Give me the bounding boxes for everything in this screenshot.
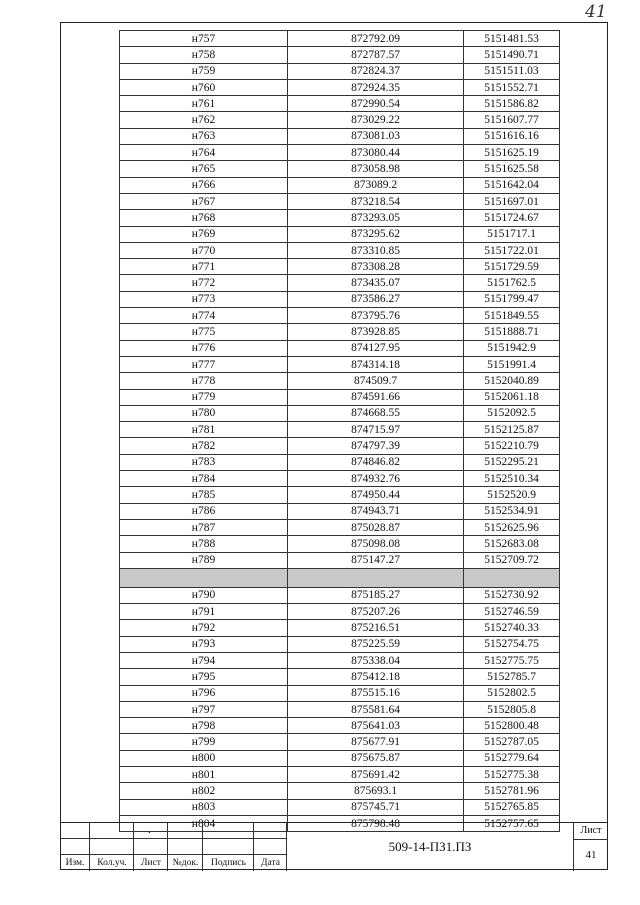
coord-x: 875028.87 (288, 519, 464, 535)
coord-y: 5152683.08 (464, 536, 560, 552)
table-row (120, 210, 560, 226)
table-row (120, 783, 560, 799)
label-kol-uch: Кол.уч. (97, 858, 127, 868)
table-row (120, 701, 560, 717)
coord-x: 875745.71 (288, 799, 464, 815)
title-block (60, 822, 608, 871)
coord-x: 873081.03 (288, 128, 464, 144)
coord-x: 872924.35 (288, 79, 464, 95)
table-row (120, 96, 560, 112)
table-row (120, 177, 560, 193)
coord-x: 873058.98 (288, 161, 464, 177)
point-name: н766 (120, 177, 288, 193)
point-name: н773 (120, 291, 288, 307)
coord-x: 874932.76 (288, 471, 464, 487)
point-name: н765 (120, 161, 288, 177)
coord-x: 873308.28 (288, 259, 464, 275)
point-name: н785 (120, 487, 288, 503)
coord-y: 5151642.04 (464, 177, 560, 193)
coordinates-table (119, 30, 560, 832)
coord-y: 5151490.71 (464, 47, 560, 63)
point-name: н760 (120, 79, 288, 95)
coord-x: 875185.27 (288, 587, 464, 603)
coord-y: 5152625.96 (464, 519, 560, 535)
table-row (120, 193, 560, 209)
point-name: н771 (120, 259, 288, 275)
coord-x: 872787.57 (288, 47, 464, 63)
coord-x: 875098.08 (288, 536, 464, 552)
table-row (120, 422, 560, 438)
coord-x: 874591.66 (288, 389, 464, 405)
coord-y: 5151849.55 (464, 308, 560, 324)
point-name: н776 (120, 340, 288, 356)
coord-x: 875581.64 (288, 701, 464, 717)
coord-y: 5152785.7 (464, 669, 560, 685)
coord-y: 5151762.5 (464, 275, 560, 291)
point-name: н791 (120, 604, 288, 620)
coord-x: 872990.54 (288, 96, 464, 112)
table-row (120, 275, 560, 291)
label-izm: Изм. (65, 858, 85, 868)
coord-x: 872824.37 (288, 63, 464, 79)
point-name: н770 (120, 242, 288, 258)
table-row (120, 373, 560, 389)
coord-x: 873218.54 (288, 193, 464, 209)
coord-x: 874509.7 (288, 373, 464, 389)
sheet-label: Лист (580, 825, 602, 836)
coord-y: 5152534.91 (464, 503, 560, 519)
table-row (120, 47, 560, 63)
point-name: н799 (120, 734, 288, 750)
point-name: н800 (120, 750, 288, 766)
coord-y: 5152800.48 (464, 718, 560, 734)
coord-y: 5152040.89 (464, 373, 560, 389)
point-name: н803 (120, 799, 288, 815)
point-name: н802 (120, 783, 288, 799)
table-row (120, 242, 560, 258)
table-row (120, 636, 560, 652)
coord-x: 875798.48 (288, 815, 464, 831)
label-signature: Подпись (211, 858, 246, 868)
table-row (120, 652, 560, 668)
table-row (120, 471, 560, 487)
table-row (120, 356, 560, 372)
coord-x: 874314.18 (288, 356, 464, 372)
coord-x: 874846.82 (288, 454, 464, 470)
point-name: н767 (120, 193, 288, 209)
coord-y: 5152802.5 (464, 685, 560, 701)
coord-y: 5151481.53 (464, 31, 560, 47)
coord-x: 875641.03 (288, 718, 464, 734)
coord-x: 873928.85 (288, 324, 464, 340)
table-row (120, 405, 560, 421)
point-name: н787 (120, 519, 288, 535)
coord-x: 873293.05 (288, 210, 464, 226)
coord-y: 5152746.59 (464, 604, 560, 620)
table-row (120, 308, 560, 324)
point-name: н786 (120, 503, 288, 519)
coord-y: 5152295.21 (464, 454, 560, 470)
point-name: н764 (120, 145, 288, 161)
point-name: н804 (120, 815, 288, 831)
coord-x: 873310.85 (288, 242, 464, 258)
coord-x: 875677.91 (288, 734, 464, 750)
coord-y: 5152805.8 (464, 701, 560, 717)
point-name: н775 (120, 324, 288, 340)
point-name: н788 (120, 536, 288, 552)
point-name: н761 (120, 96, 288, 112)
coord-y: 5151942.9 (464, 340, 560, 356)
coord-y: 5152754.75 (464, 636, 560, 652)
coord-y: 5151586.82 (464, 96, 560, 112)
table-row (120, 79, 560, 95)
table-row (120, 487, 560, 503)
coord-y: 5152730.92 (464, 587, 560, 603)
coord-x: 873295.62 (288, 226, 464, 242)
point-name: н772 (120, 275, 288, 291)
coord-x: 874668.55 (288, 405, 464, 421)
table-row (120, 259, 560, 275)
table-row (120, 799, 560, 815)
coord-x: 875675.87 (288, 750, 464, 766)
table-row (120, 161, 560, 177)
point-name: н763 (120, 128, 288, 144)
coord-y: 5151552.71 (464, 79, 560, 95)
table-row (120, 718, 560, 734)
point-name: н781 (120, 422, 288, 438)
point-name: н768 (120, 210, 288, 226)
coord-y: 5151625.19 (464, 145, 560, 161)
coord-x: 874127.95 (288, 340, 464, 356)
document-code: 509-14-ПЗ1.ПЗ (287, 823, 574, 871)
point-name: н779 (120, 389, 288, 405)
table-row (120, 454, 560, 470)
coord-y: 5151991.4 (464, 356, 560, 372)
point-name: н759 (120, 63, 288, 79)
point-name: н778 (120, 373, 288, 389)
sheet-number: 41 (585, 849, 597, 861)
coord-x: 872792.09 (288, 31, 464, 47)
coord-y: 5151717.1 (464, 226, 560, 242)
point-name: н793 (120, 636, 288, 652)
coord-y: 5151888.71 (464, 324, 560, 340)
coord-y: 5151722.01 (464, 242, 560, 258)
coord-x: 875412.18 (288, 669, 464, 685)
point-name: н783 (120, 454, 288, 470)
coord-x: 875147.27 (288, 552, 464, 568)
coord-x: 875693.1 (288, 783, 464, 799)
table-row (120, 620, 560, 636)
coord-y: 5152709.72 (464, 552, 560, 568)
coord-x: 873089.2 (288, 177, 464, 193)
table-row (120, 734, 560, 750)
point-name: н782 (120, 438, 288, 454)
table-row (120, 63, 560, 79)
point-name: н774 (120, 308, 288, 324)
coord-y: 5151724.67 (464, 210, 560, 226)
point-name: н784 (120, 471, 288, 487)
coord-y: 5152779.64 (464, 750, 560, 766)
page-number-handwritten: 41 (585, 2, 607, 22)
point-name: н757 (120, 31, 288, 47)
label-list: Лист (141, 858, 161, 868)
coord-x: 873080.44 (288, 145, 464, 161)
coord-x: 874950.44 (288, 487, 464, 503)
point-name: н792 (120, 620, 288, 636)
table-row (120, 31, 560, 47)
coord-y: 5151697.01 (464, 193, 560, 209)
coord-y: 5152125.87 (464, 422, 560, 438)
coord-y: 5152775.38 (464, 767, 560, 783)
coord-y: 5151511.03 (464, 63, 560, 79)
coord-x: 875691.42 (288, 767, 464, 783)
point-name: н789 (120, 552, 288, 568)
coord-y: 5152520.9 (464, 487, 560, 503)
table-row (120, 604, 560, 620)
coord-x: 875207.26 (288, 604, 464, 620)
point-name: н769 (120, 226, 288, 242)
point-name: н798 (120, 718, 288, 734)
table-row (120, 767, 560, 783)
coord-x: 873435.07 (288, 275, 464, 291)
table-row (120, 669, 560, 685)
table-row (120, 291, 560, 307)
coord-y: 5151625.58 (464, 161, 560, 177)
coord-y: 5152781.96 (464, 783, 560, 799)
coord-x: 873029.22 (288, 112, 464, 128)
coord-y: 5152210.79 (464, 438, 560, 454)
point-name: н762 (120, 112, 288, 128)
coord-x: 873586.27 (288, 291, 464, 307)
coord-y: 5151607.77 (464, 112, 560, 128)
coord-x: 875338.04 (288, 652, 464, 668)
table-row (120, 226, 560, 242)
coord-y: 5152757.65 (464, 815, 560, 831)
coord-y: 5151729.59 (464, 259, 560, 275)
label-date: Дата (261, 858, 280, 868)
coord-y: 5152740.33 (464, 620, 560, 636)
coord-y: 5152765.85 (464, 799, 560, 815)
point-name: н797 (120, 701, 288, 717)
point-name: н758 (120, 47, 288, 63)
table-row (120, 438, 560, 454)
point-name: н801 (120, 767, 288, 783)
table-row (120, 536, 560, 552)
point-name: н795 (120, 669, 288, 685)
coord-x: 874715.97 (288, 422, 464, 438)
label-doc-no: №док. (172, 858, 199, 868)
separator-row (120, 568, 560, 587)
table-row (120, 112, 560, 128)
coord-y: 5151799.47 (464, 291, 560, 307)
table-row (120, 519, 560, 535)
stamp-dot: . (148, 824, 151, 836)
coord-x: 875225.59 (288, 636, 464, 652)
coord-y: 5152775.75 (464, 652, 560, 668)
coord-y: 5152061.18 (464, 389, 560, 405)
table-row (120, 145, 560, 161)
coord-y: 5152787.05 (464, 734, 560, 750)
coord-y: 5151616.16 (464, 128, 560, 144)
table-row (120, 587, 560, 603)
point-name: н777 (120, 356, 288, 372)
coord-x: 874797.39 (288, 438, 464, 454)
coord-x: 875515.16 (288, 685, 464, 701)
table-row (120, 750, 560, 766)
table-row (120, 503, 560, 519)
coord-y: 5152092.5 (464, 405, 560, 421)
coord-x: 875216.51 (288, 620, 464, 636)
table-row (120, 552, 560, 568)
point-name: н780 (120, 405, 288, 421)
table-row (120, 340, 560, 356)
coord-x: 874943.71 (288, 503, 464, 519)
table-row (120, 389, 560, 405)
point-name: н796 (120, 685, 288, 701)
table-row (120, 128, 560, 144)
point-name: н790 (120, 587, 288, 603)
point-name: н794 (120, 652, 288, 668)
table-row (120, 324, 560, 340)
table-row (120, 685, 560, 701)
coord-x: 873795.76 (288, 308, 464, 324)
coord-y: 5152510.34 (464, 471, 560, 487)
